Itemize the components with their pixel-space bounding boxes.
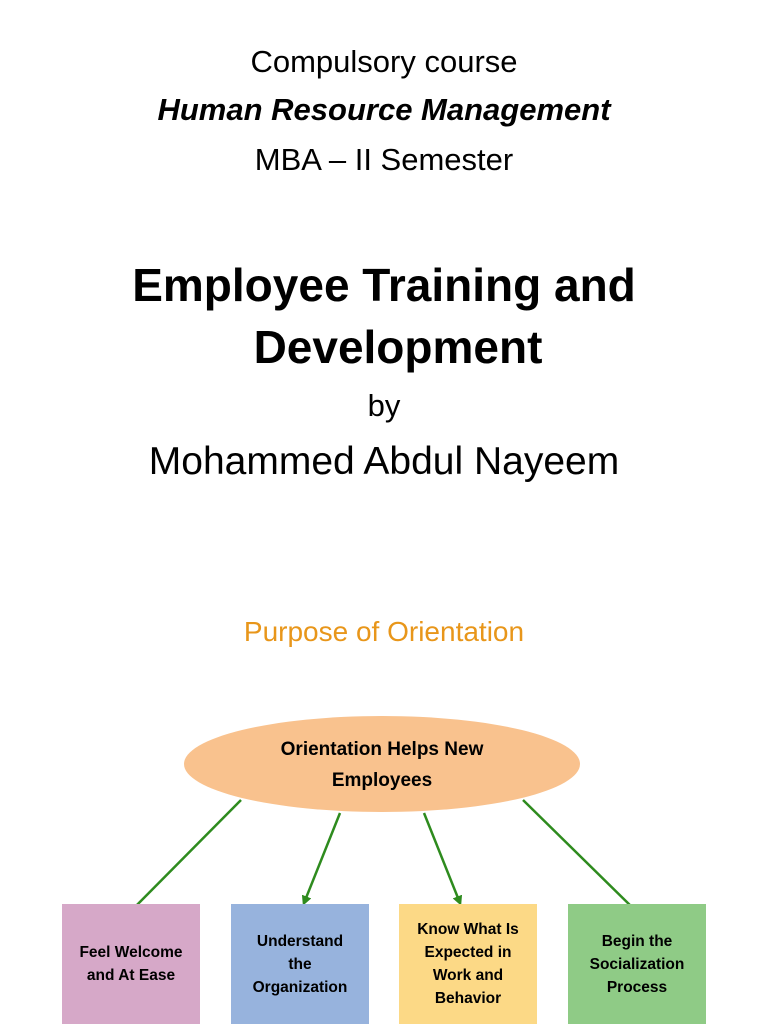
box-line: Behavior (434, 990, 502, 1007)
diagram-heading: Purpose of Orientation (243, 616, 525, 647)
box-line: Know What Is (417, 921, 519, 938)
arrow-to-box-4 (523, 800, 638, 913)
author-name: Mohammed Abdul Nayeem (148, 440, 620, 483)
by-label: by (367, 388, 401, 423)
box-line: Socialization (589, 955, 685, 973)
arrow-to-box-3 (424, 813, 460, 903)
purpose-box-socialization (568, 904, 706, 1024)
arrow-to-box-2 (304, 813, 340, 903)
center-ellipse-label (200, 734, 564, 796)
document-title-line-1: Employee Training and (132, 259, 636, 311)
purpose-box-understand-organization (231, 904, 369, 1024)
box-line: and At Ease (86, 967, 176, 984)
box-line: Expected in (424, 944, 512, 961)
box-line: Feel Welcome (79, 944, 183, 961)
box-line: Process (606, 978, 668, 996)
semester-label: MBA – II Semester (254, 142, 514, 177)
box-line: Understand (256, 932, 344, 950)
box-line: the (288, 955, 312, 973)
center-ellipse-line-1: Orientation Helps New (280, 739, 484, 760)
box-line: Begin the (601, 932, 673, 950)
course-type-label: Compulsory course (250, 44, 518, 79)
purpose-box-feel-welcome (62, 904, 200, 1024)
box-line: Organization (252, 978, 348, 996)
center-ellipse-line-2: Employees (331, 770, 433, 791)
purpose-box-know-expectations (399, 904, 537, 1024)
arrow-to-box-1 (127, 800, 241, 915)
subject-title: Human Resource Management (157, 92, 611, 127)
document-title-line-2: Development (253, 321, 543, 373)
box-line: Work and (432, 967, 504, 984)
